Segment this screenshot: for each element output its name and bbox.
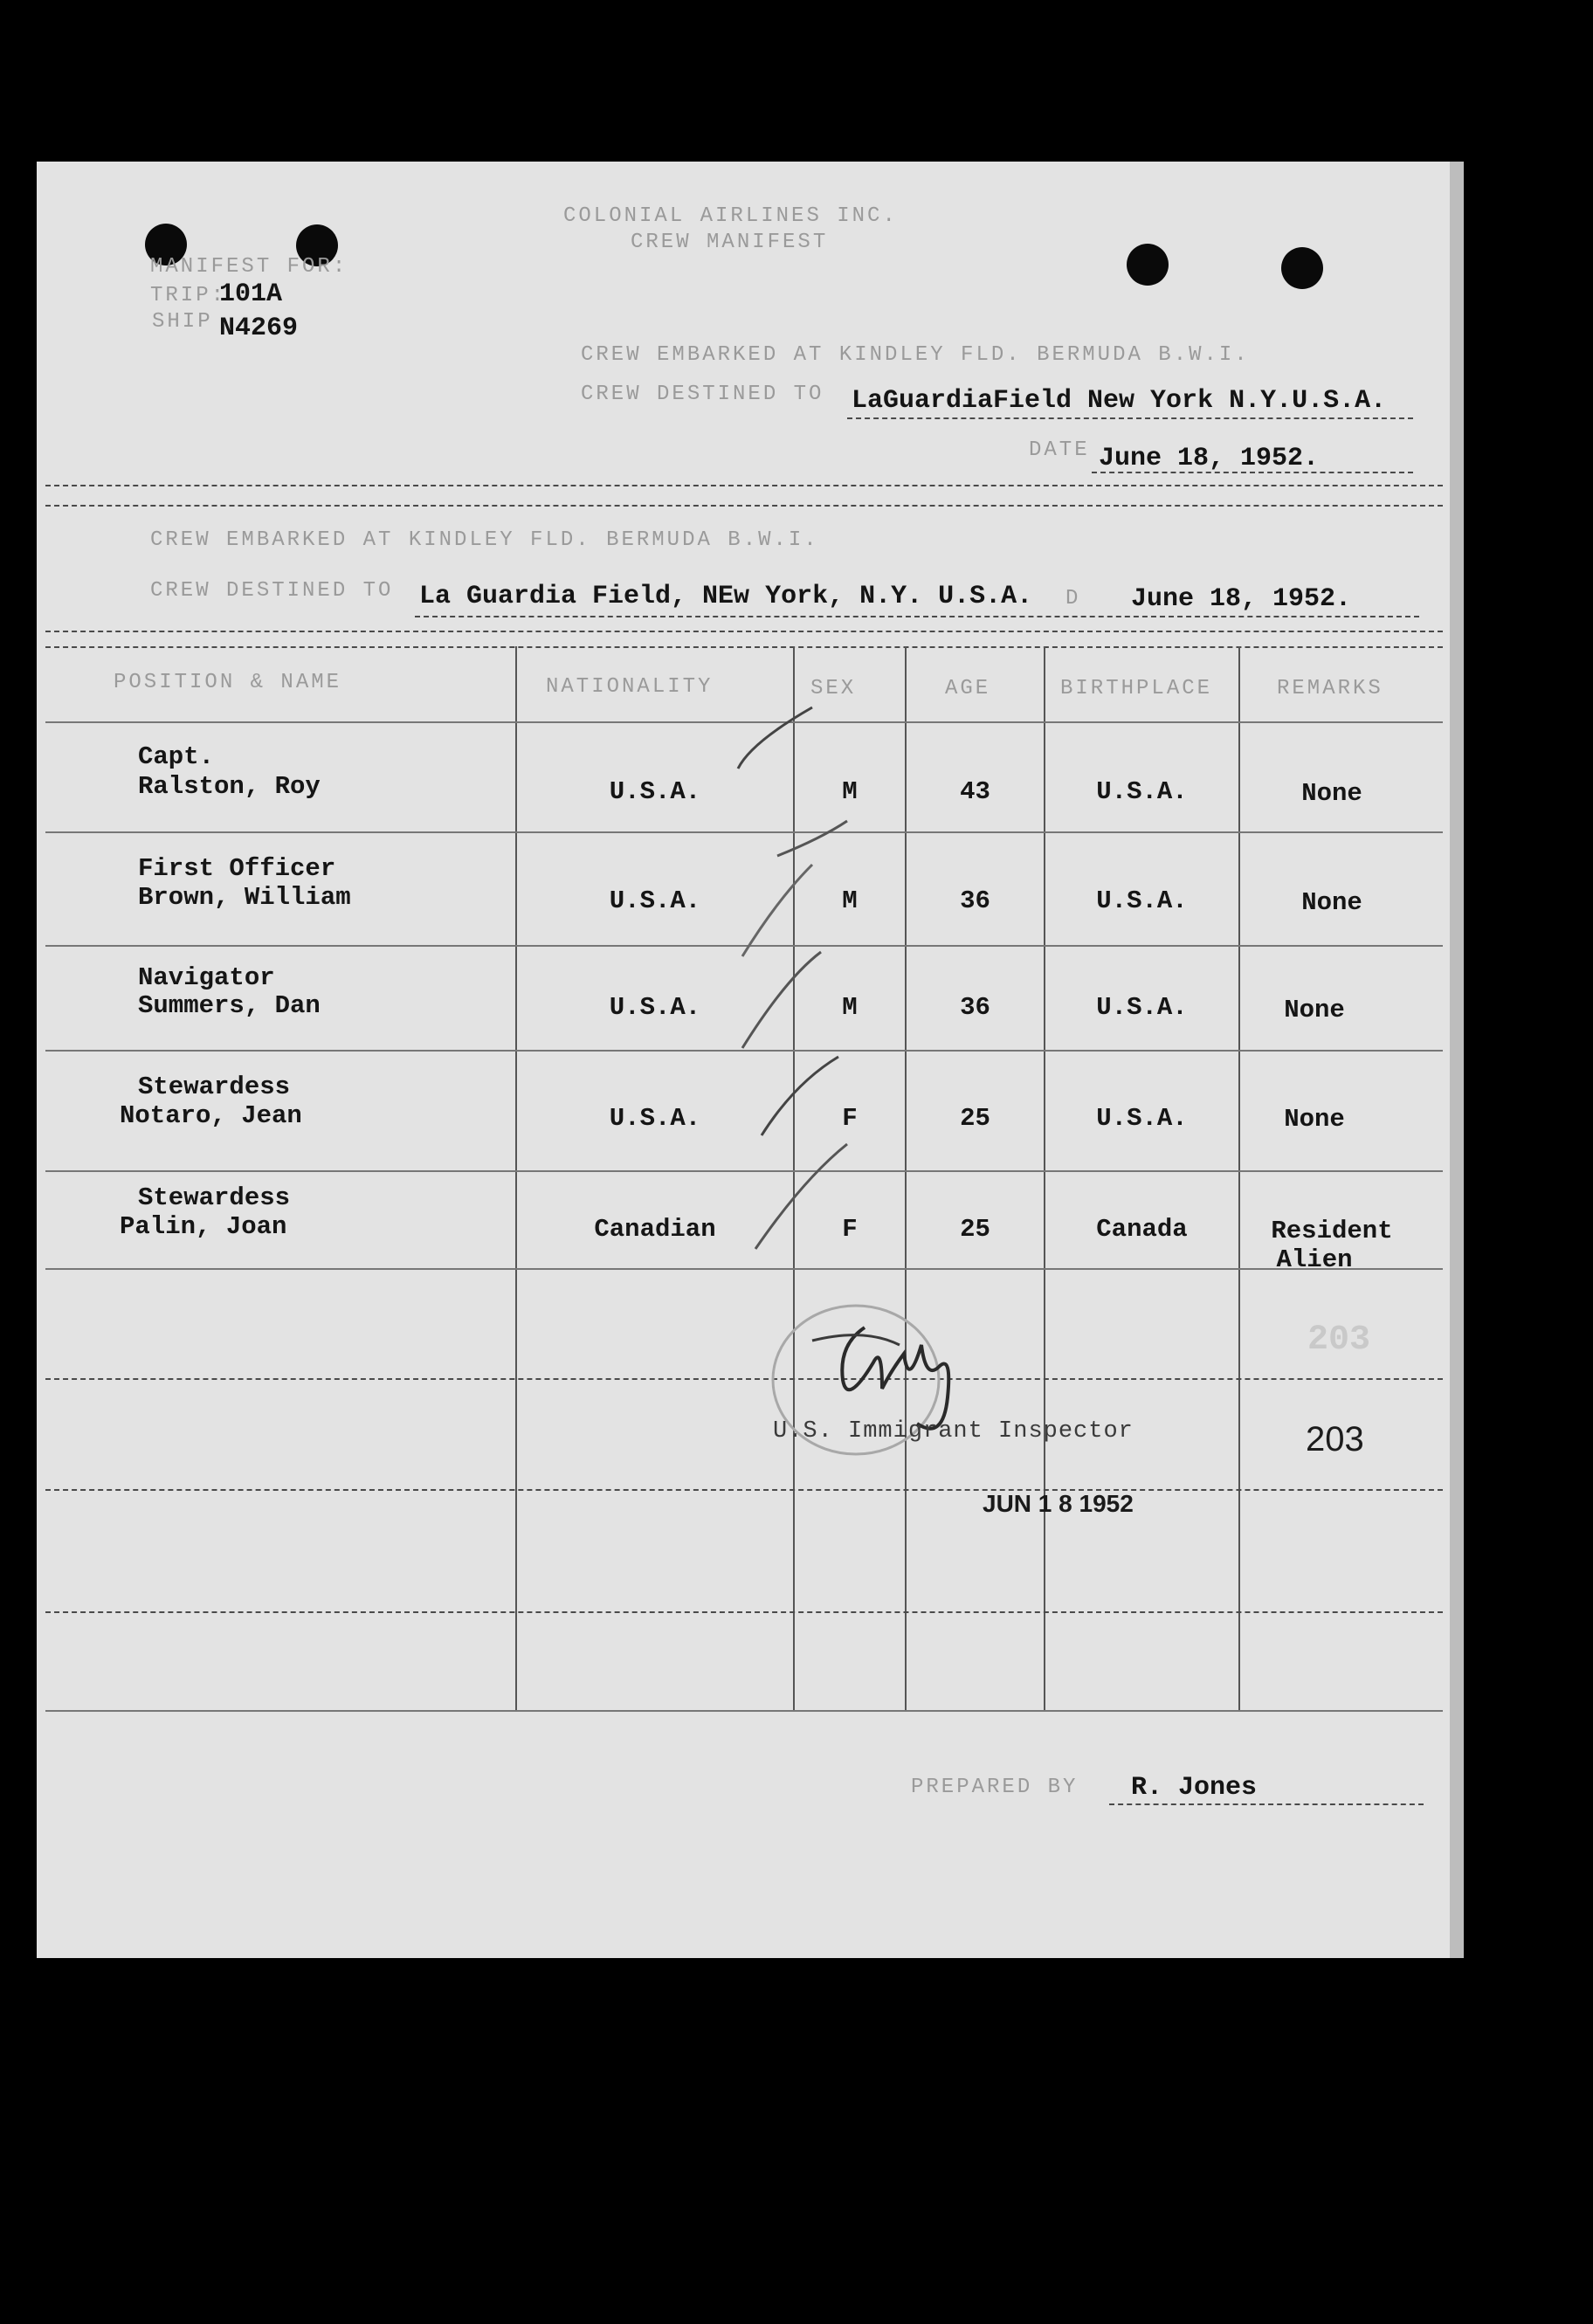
destined-value-top: LaGuardiaField New York N.Y.U.S.A. <box>852 386 1387 416</box>
crew-remarks: None <box>1284 1105 1345 1134</box>
crew-remarks: None <box>1301 888 1362 917</box>
row-rule <box>45 1611 1443 1613</box>
crew-birthplace: U.S.A. <box>1096 886 1188 915</box>
date-label-top: DATE <box>1029 438 1090 462</box>
check-mark <box>755 1144 847 1249</box>
crew-remarks: None <box>1301 779 1362 808</box>
ship-label: SHIP <box>152 310 213 334</box>
embarked-line-top: CREW EMBARKED AT KINDLEY FLD. BERMUDA B.W.I. <box>581 343 1250 367</box>
check-mark <box>777 821 847 856</box>
check-mark <box>742 865 812 956</box>
paper-edge <box>1450 162 1464 1958</box>
crew-name: Summers, Dan <box>138 991 321 1020</box>
form-title: CREW MANIFEST <box>631 231 829 254</box>
trip-value: 101A <box>219 279 283 309</box>
check-mark <box>762 1057 838 1135</box>
crew-position: Capt. <box>138 742 215 771</box>
separator <box>45 505 1443 507</box>
crew-sex: M <box>842 993 858 1022</box>
date-underline-top <box>1092 472 1413 473</box>
crew-age: 25 <box>960 1215 990 1244</box>
trip-label: TRIP: <box>150 284 227 307</box>
crew-sex: M <box>842 777 858 806</box>
crew-age: 36 <box>960 993 990 1022</box>
crew-sex: M <box>842 886 858 915</box>
crew-nationality: U.S.A. <box>609 1104 701 1133</box>
date-label: D <box>1065 587 1081 610</box>
crew-remarks: None <box>1284 996 1345 1024</box>
check-marks <box>716 690 908 1266</box>
inspector-title: U.S. Immigrant Inspector <box>773 1418 1134 1445</box>
row-rule <box>45 1489 1443 1491</box>
crew-position: Stewardess <box>138 1072 291 1101</box>
table-top-rule <box>45 631 1443 632</box>
check-mark <box>742 952 821 1048</box>
crew-nationality: Canadian <box>594 1215 716 1244</box>
crew-name: Brown, William <box>138 883 351 912</box>
date-value-top: June 18, 1952. <box>1099 444 1320 473</box>
crew-nationality: U.S.A. <box>609 886 701 915</box>
check-mark <box>738 707 812 769</box>
header-birthplace: BIRTHPLACE <box>1060 677 1213 700</box>
crew-age: 36 <box>960 886 990 915</box>
header-position-name: POSITION & NAME <box>114 671 342 694</box>
header-nationality: NATIONALITY <box>546 675 714 699</box>
header-remarks: REMARKS <box>1277 677 1383 700</box>
inspector-signature <box>760 1293 1074 1485</box>
crew-sex: F <box>842 1215 858 1244</box>
inspection-date-stamp: JUN 1 8 1952 <box>983 1490 1134 1517</box>
table-top-rule <box>45 646 1443 648</box>
table-bottom-rule <box>45 1710 1443 1712</box>
ghost-number: 203 <box>1307 1321 1371 1360</box>
date-value: June 18, 1952. <box>1131 584 1352 614</box>
prepared-underline <box>1109 1803 1424 1805</box>
prepared-label: PREPARED BY <box>911 1776 1079 1799</box>
destined-underline-top <box>847 417 1413 419</box>
crew-position: Stewardess <box>138 1183 291 1212</box>
ship-value: N4269 <box>219 314 299 343</box>
crew-name: Ralston, Roy <box>138 772 321 801</box>
crew-position: Navigator <box>138 963 275 992</box>
crew-position: First Officer <box>138 854 336 883</box>
prepared-value: R. Jones <box>1131 1773 1258 1803</box>
destined-value: La Guardia Field, NEw York, N.Y. U.S.A. <box>419 582 1033 611</box>
crew-remarks-line2: Alien <box>1276 1245 1353 1274</box>
crew-sex: F <box>842 1104 858 1133</box>
crew-age: 25 <box>960 1104 990 1133</box>
crew-nationality: U.S.A. <box>609 777 701 806</box>
punch-hole <box>1281 247 1323 289</box>
row-rule <box>45 1268 1443 1270</box>
header-age: AGE <box>945 677 991 700</box>
embarked-line: CREW EMBARKED AT KINDLEY FLD. BERMUDA B.W.I. <box>150 528 819 552</box>
destined-underline <box>415 616 1419 617</box>
company-name: COLONIAL AIRLINES INC. <box>563 204 898 228</box>
destined-label: CREW DESTINED TO <box>150 579 394 603</box>
crew-remarks: Resident <box>1271 1217 1393 1245</box>
crew-birthplace: U.S.A. <box>1096 993 1188 1022</box>
inspection-number: 203 <box>1306 1420 1364 1459</box>
crew-birthplace: U.S.A. <box>1096 777 1188 806</box>
crew-age: 43 <box>960 777 990 806</box>
separator <box>45 485 1443 486</box>
manifest-for-label: MANIFEST FOR: <box>150 255 348 279</box>
punch-hole <box>1127 244 1169 286</box>
crew-birthplace: U.S.A. <box>1096 1104 1188 1133</box>
destined-label-top: CREW DESTINED TO <box>581 383 824 406</box>
row-rule <box>45 1378 1443 1380</box>
crew-name: Palin, Joan <box>120 1212 287 1241</box>
crew-name: Notaro, Jean <box>120 1101 302 1130</box>
crew-nationality: U.S.A. <box>609 993 701 1022</box>
crew-birthplace: Canada <box>1096 1215 1188 1244</box>
header-sex: SEX <box>810 677 857 700</box>
